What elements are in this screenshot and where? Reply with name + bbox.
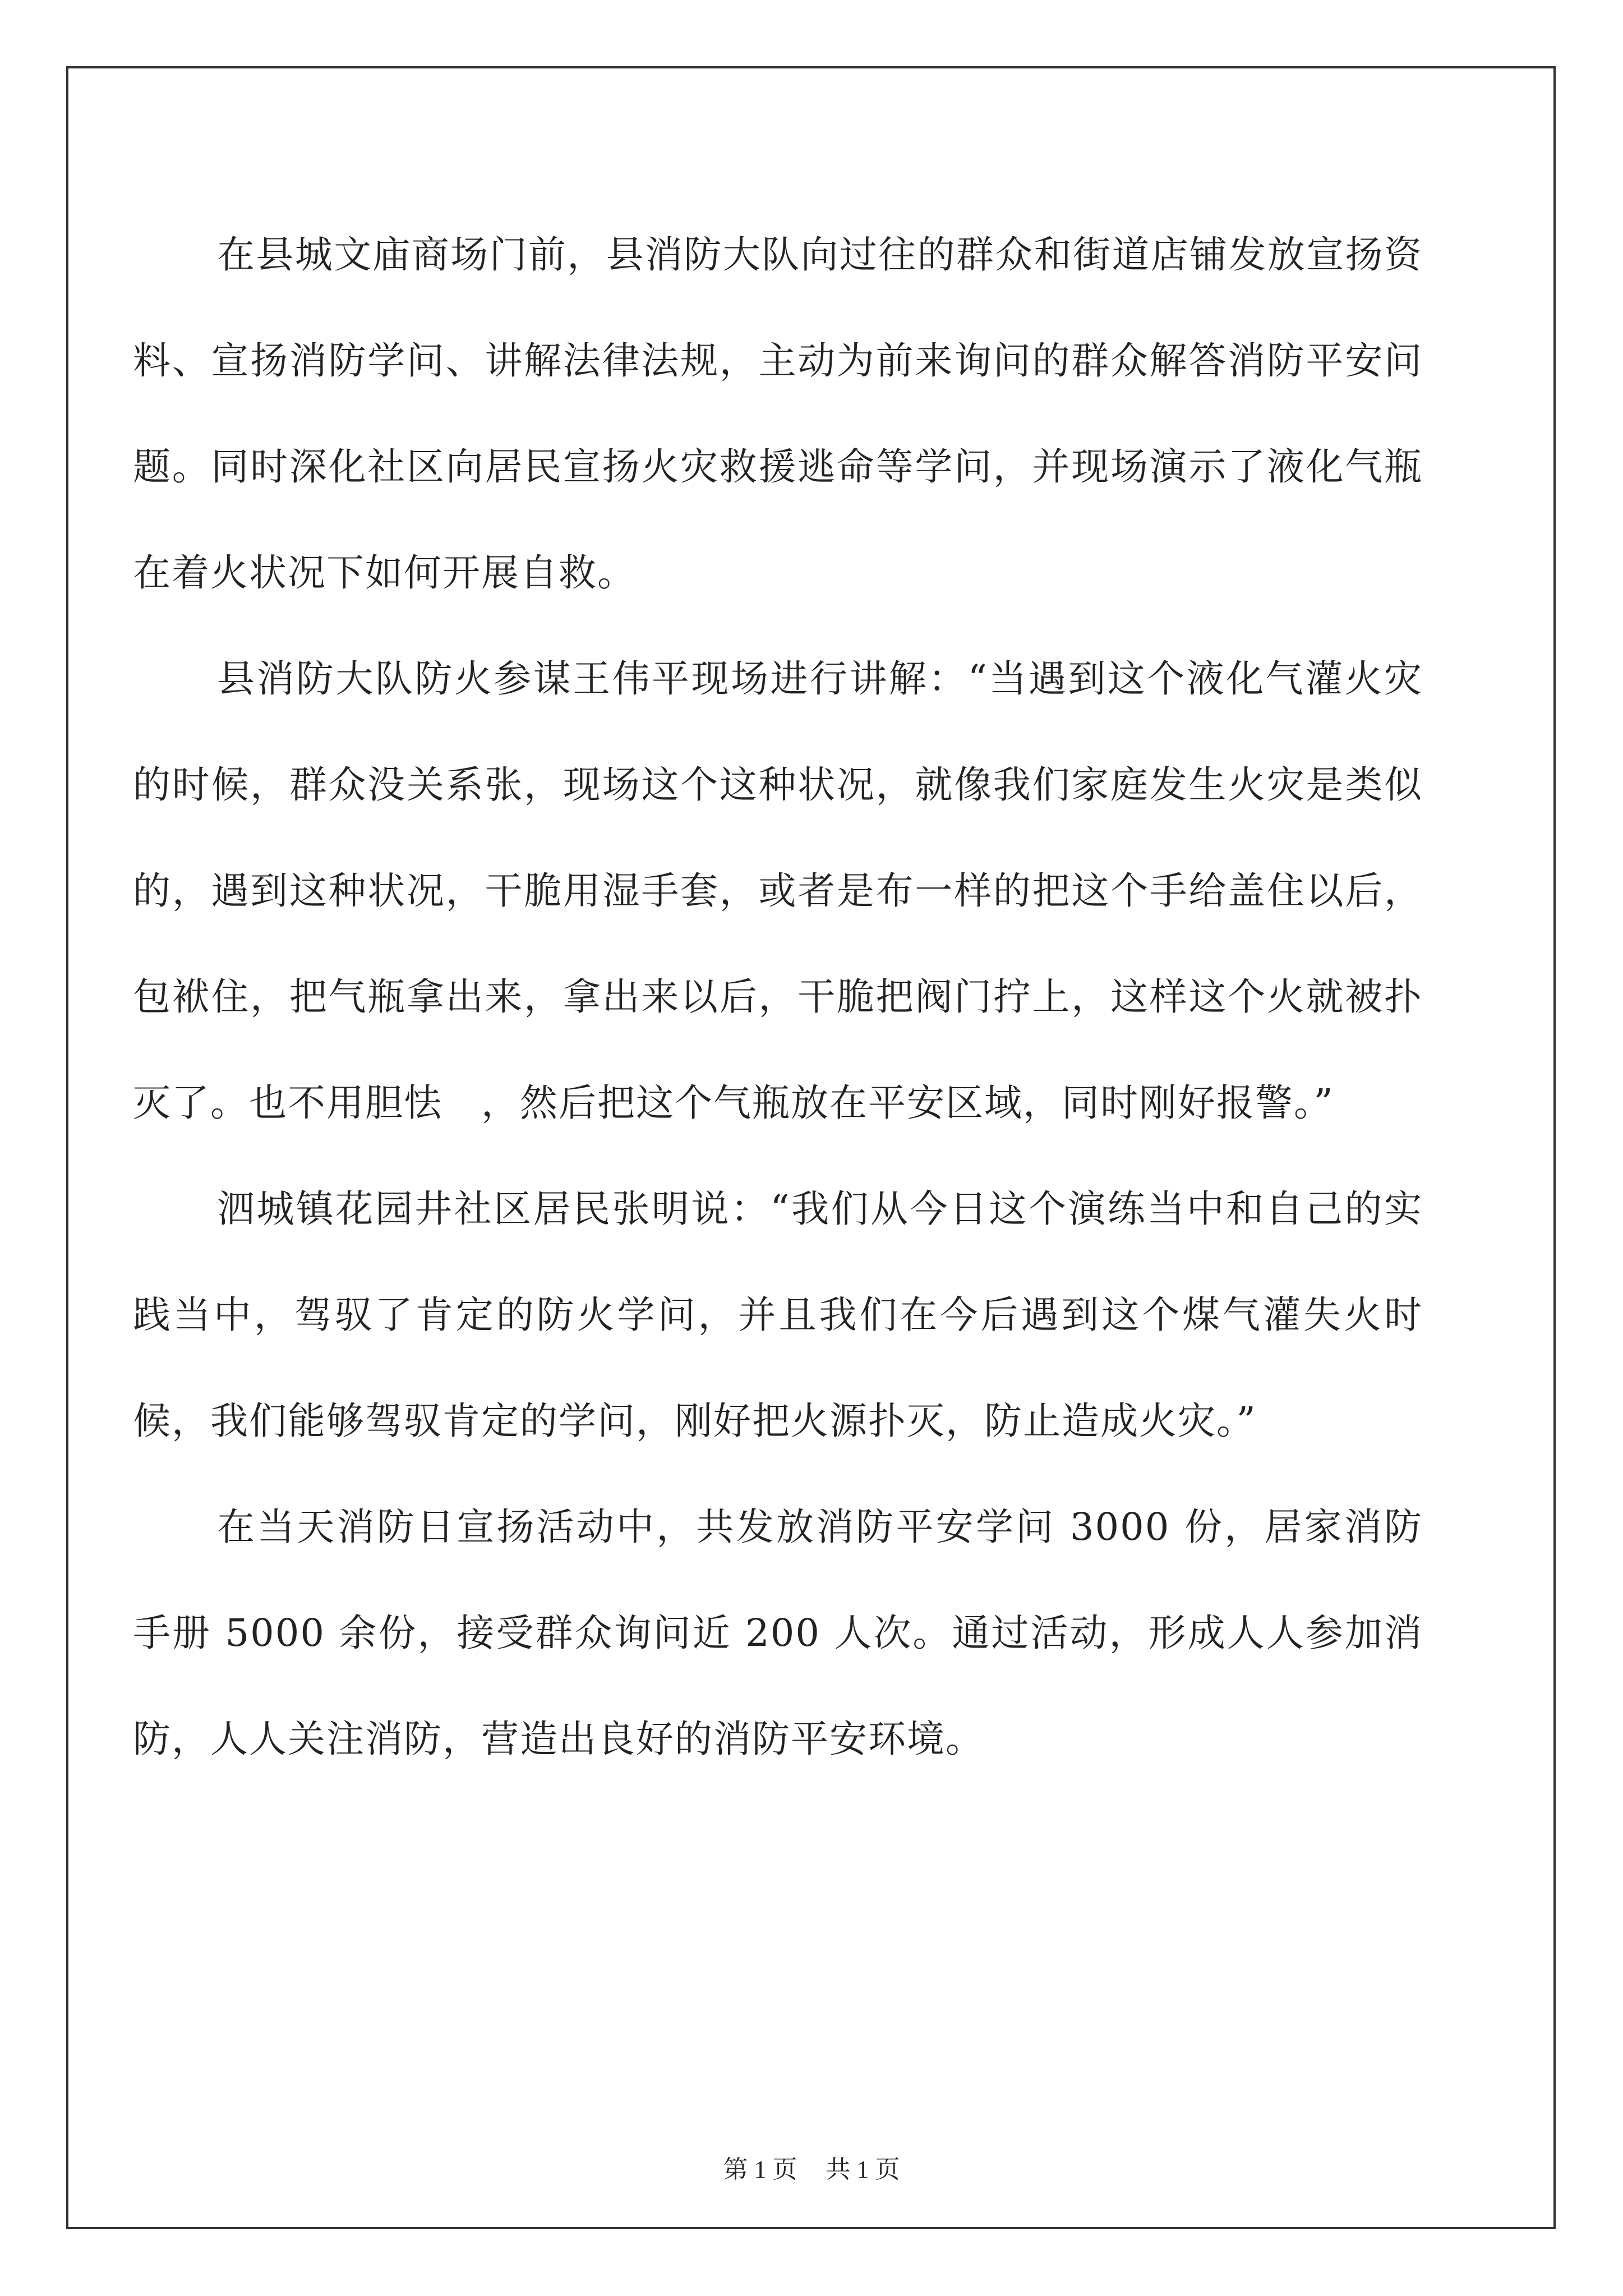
paragraph-4: 在当天消防日宣扬活动中，共发放消防平安学问 3000 份，居家消防手册 5000 余份，接受群众询问近 200 人次。通过活动，形成人人参加消防，人人关注消防，营造出良好的消防平安环境。 xyxy=(133,1505,1423,1761)
page-number-current: 第 1 页 xyxy=(723,2156,797,2183)
paragraph-1: 在县城文庙商场门前，县消防大队向过往的群众和街道店铺发放宣扬资料、宣扬消防学问、讲解法律法规，主动为前来询问的群众解答消防平安问题。同时深化社区向居民宣扬火灾救援逃命等学问，并现场演示了液化气瓶在着火状况下如何开展自救。 xyxy=(133,233,1423,595)
paragraph-3: 泗城镇花园井社区居民张明说：“我们从今日这个演练当中和自己的实践当中，驾驭了肯定的防火学问，并且我们在今后遇到这个煤气灌失火时候，我们能够驾驭肯定的学问，刚好把火源扑灭，防止造成火灾。” xyxy=(133,1187,1423,1443)
document-body xyxy=(133,202,1423,1792)
paragraph-2: 县消防大队防火参谋王伟平现场进行讲解：“当遇到这个液化气灌火灾的时候，群众没关系张，现场这个这种状况，就像我们家庭发生火灾是类似的，遇到这种状况，干脆用湿手套，或者是布一样的把这个手给盖住以后，包袱住，把气瓶拿出来，拿出来以后，干脆把阀门拧上，这样这个火就被扑灭了。也不用胆怯 ，然后把这个气瓶放在平安区域，同时刚好报警。” xyxy=(133,657,1423,1125)
page-number-total: 共 1 页 xyxy=(826,2156,900,2183)
page-footer xyxy=(0,2153,1623,2187)
